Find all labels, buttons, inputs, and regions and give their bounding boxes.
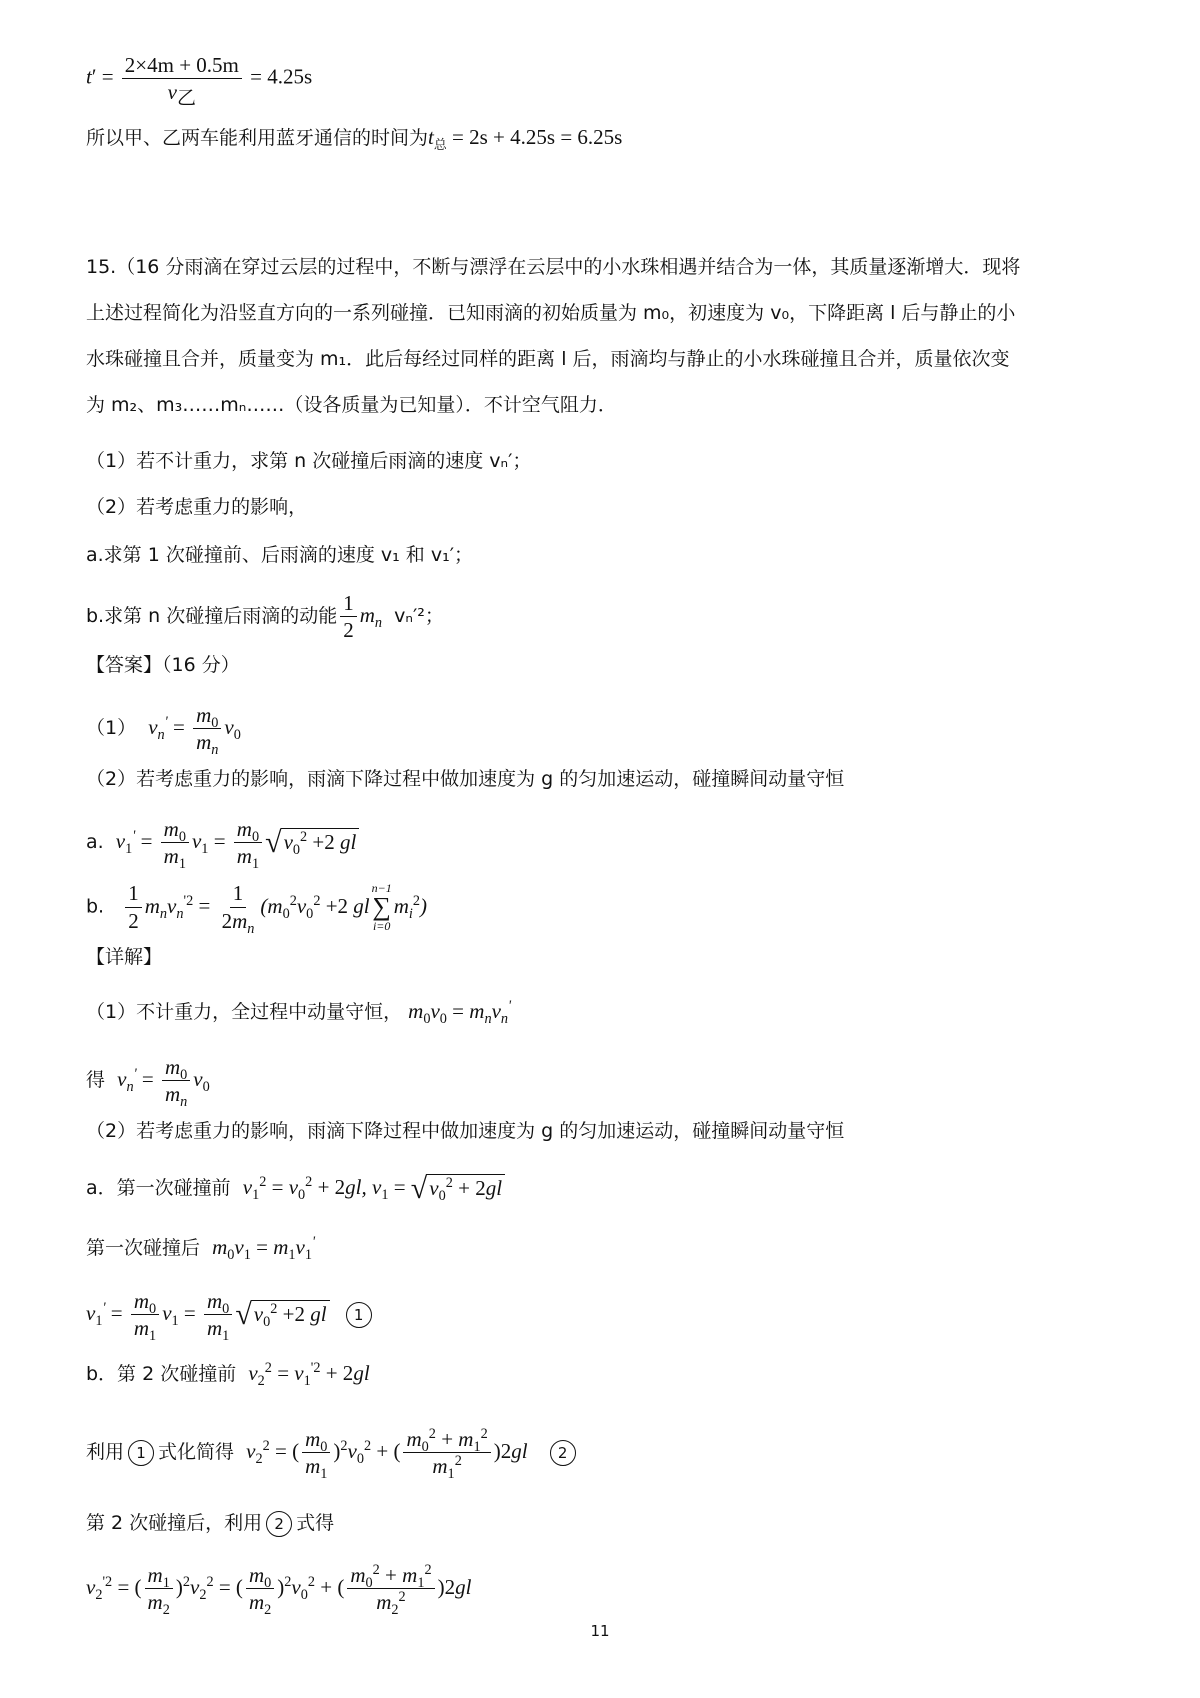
equation-2: 利用 1 式化简得 $v_2^2$ = ( $\frac{m_0}{m_1}$ )$^2v_0^2$ + ( $\frac{m_0^2 + m_1^2}{m_1^2}$ )2gl 2 [86, 1428, 580, 1477]
answer-2-text: （2）若考虑重力的影响，雨滴下降过程中做加速度为 g 的匀加速运动，碰撞瞬间动量守恒 [86, 768, 845, 790]
circled-number-2: 2 [550, 1440, 576, 1466]
answer-1: （1） $v_n'$ = $\frac{m_0}{m_n}$ $v_0$ [86, 703, 241, 759]
detail-b-before: b．第 2 次碰撞前 $v_2^2 = v_1^{'2} + 2gl$ [86, 1360, 370, 1390]
answer-b: b. $\frac{1}{2}$ $m_nv_n^{'2}$ = $\frac{1}{2m_n}$ ($m_0^2v_0^2 +2$ gl n−1 ∑ i=0 $m_i^2$) [86, 881, 428, 937]
detail-header: 【详解】 [86, 946, 163, 968]
answer-header: 【答案】（16 分） [86, 654, 240, 676]
equation-t-prime: t′ = $\frac{2\times 4m + 0.5m}{v_乙}$ = 4.25s [86, 53, 313, 110]
detail-a-before: a．第一次碰撞前 $v_1^2 = v_0^2 + 2gl$, $v_1$ = √ $v_0^2 + 2gl$ [86, 1172, 505, 1204]
detail-2-text: （2）若考虑重力的影响，雨滴下降过程中做加速度为 g 的匀加速运动，碰撞瞬间动量守恒 [86, 1120, 845, 1142]
page-number: 11 [590, 1622, 610, 1640]
detail-b-after: 第 2 次碰撞后，利用 2 式得 [86, 1508, 334, 1538]
circled-number-1-ref: 1 [128, 1440, 154, 1466]
detail-a-after: 第一次碰撞后 $m_0v_1 = m_1v_1'$ [86, 1234, 316, 1264]
equation-3: $v_2^{'2}$ = ( $\frac{m_1}{m_2}$ )$^2v_2^2$ = ( $\frac{m_0}{m_2}$ )$^2v_0^2$ + ( $\frac{m_0^2 + m_1^2}{m_2^2}$ )2gl [86, 1562, 472, 1619]
question-part-a: a.求第 1 次碰撞前、后雨滴的速度 v₁ 和 v₁′； [86, 544, 474, 566]
circled-number-1: 1 [346, 1302, 372, 1328]
detail-1-result: 得 $v_n'$ = $\frac{m_0}{m_n}$ $v_0$ [86, 1055, 210, 1111]
question-part-b: b.求第 n 次碰撞后雨滴的动能 $\frac{1}{2}$ $m_n$ vₙ′²； [86, 591, 444, 643]
question-part-2: （2）若考虑重力的影响， [86, 496, 308, 518]
circled-number-2-ref: 2 [266, 1511, 292, 1537]
total-time-line: 所以甲、乙两车能利用蓝牙通信的时间为$t_总 = 2s + 4.25s = 6.25s$ [86, 125, 623, 153]
question-15-line-1: 15.（16 分雨滴在穿过云层的过程中，不断与漂浮在云层中的小水珠相遇并结合为一体，其质量逐渐增大．现将 [86, 256, 1021, 278]
equation-1: $v_1'$ = $\frac{m_0}{m_1}$ $v_1$ = $\frac{m_0}{m_1}$ √ $v_0^2 +2$ gl 1 [86, 1290, 376, 1339]
answer-a: a. $v_1'$ = $\frac{m_0}{m_1}$ $v_1$ = $\frac{m_0}{m_1}$ √ $v_0^2 +2$ gl [86, 818, 359, 867]
detail-1: （1）不计重力，全过程中动量守恒， $m_0v_0 = m_nv_n'$ [86, 998, 512, 1028]
question-15-line-4: 为 m₂、m₃……mₙ……（设各质量为已知量）．不计空气阻力． [86, 394, 617, 416]
question-15-line-2: 上述过程简化为沿竖直方向的一系列碰撞．已知雨滴的初始质量为 m₀，初速度为 v₀，下降距离 l 后与静止的小 [86, 302, 1016, 324]
question-part-1: （1）若不计重力，求第 n 次碰撞后雨滴的速度 vₙ′； [86, 450, 532, 472]
question-15-line-3: 水珠碰撞且合并，质量变为 m₁．此后每经过同样的距离 l 后，雨滴均与静止的小水珠碰撞且合并，质量依次变 [86, 348, 1010, 370]
